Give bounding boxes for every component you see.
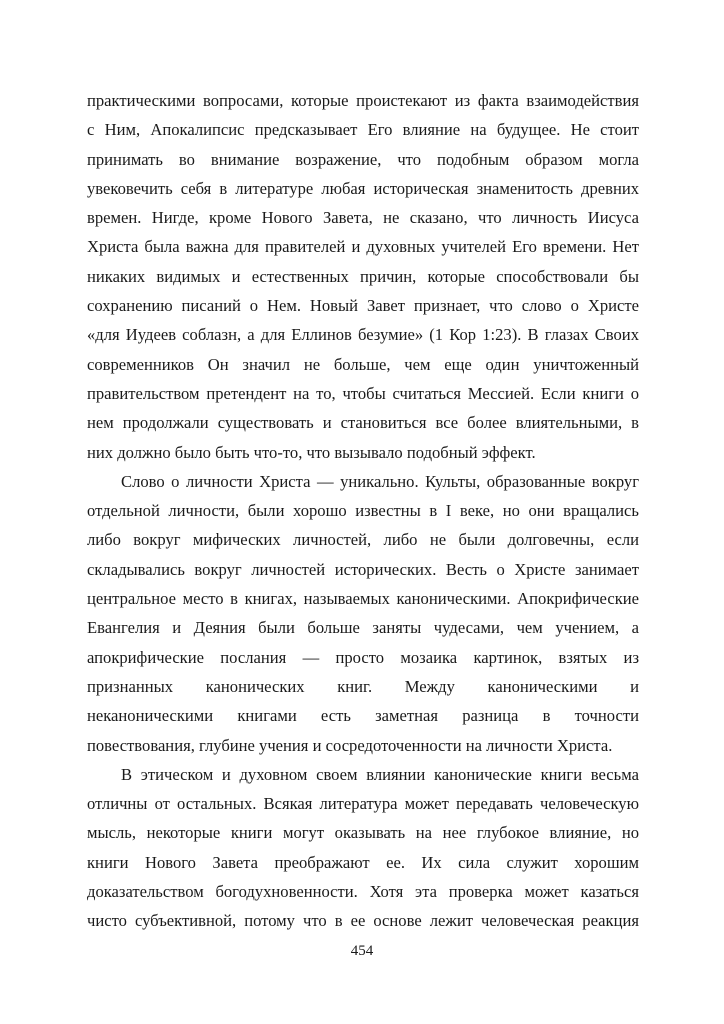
page-number: 454 [350,943,374,959]
paragraph-2 [87,467,639,760]
text-line: отличны от остальных. Всякая литература может передавать человеческую [87,794,639,814]
text-line: признанных канонических книг. Между каноническими и [87,676,639,696]
text-line: нем продолжали существовать и становиться все более влиятельными, в [87,413,639,433]
text-line: Христа была важна для правителей и духовных учителей Его времени. Нет [87,237,639,257]
text-line: правительством претендент на то, чтобы считаться Мессией. Если книги о [87,383,639,403]
text-line: современников Он значил не больше, чем еще один уничтоженный [87,354,639,374]
text-line: увековечить себя в литературе любая историческая знаменитость древних [87,178,639,198]
text-line: никаких видимых и естественных причин, которые способствовали бы [87,266,639,286]
text-line: Евангелия и Деяния были больше заняты чудесами, чем учением, а [87,618,639,638]
text-line: «для Иудеев соблазн, а для Еллинов безумие» (1 Кор 1:23). В глазах Своих [87,325,639,345]
text-line: сохранению писаний о Нем. Новый Завет признает, что слово о Христе [87,296,639,316]
text-line: отдельной личности, были хорошо известны в I веке, но они вращались [87,501,639,521]
text-line: В этическом и духовном своем влиянии канонические книги весьма [121,764,639,784]
text-line: чисто субъективной, потому что в ее основе лежит человеческая реакция [87,911,639,931]
text-line: центральное место в книгах, называемых каноническими. Апокрифические [87,589,639,609]
text-line: практическими вопросами, которые проистекают из факта взаимодействия [87,91,639,110]
text-line: времен. Нигде, кроме Нового Завета, не сказано, что личность Иисуса [87,208,639,228]
text-line: либо вокруг мифических личностей, либо не были долговечны, если [87,530,639,550]
text-line: складывались вокруг личностей исторических. Весть о Христе занимает [87,559,639,579]
body-text [87,86,639,936]
text-line: повествования, глубине учения и сосредоточенности на личности Христа. [87,735,613,755]
text-line: мысль, некоторые книги могут оказывать на нее глубокое влияние, но [87,823,639,843]
text-line: них должно было быть что-то, что вызывало подобный эффект. [87,442,536,462]
text-line: апокрифические послания — просто мозаика картинок, взятых из [87,647,639,667]
paragraph-1 [87,86,639,467]
text-line: принимать во внимание возражение, что подобным образом могла [87,149,639,169]
text-line: Слово о личности Христа — уникально. Культы, образованные вокруг [121,471,639,491]
paragraph-3 [87,760,639,936]
text-line: доказательством богодухновенности. Хотя эта проверка может казаться [87,882,639,902]
text-line: книги Нового Завета преображают ее. Их сила служит хорошим [87,852,639,872]
text-line: с Ним, Апокалипсис предсказывает Его влияние на будущее. Не стоит [87,120,639,140]
text-line: неканоническими книгами есть заметная разница в точности [87,706,639,726]
